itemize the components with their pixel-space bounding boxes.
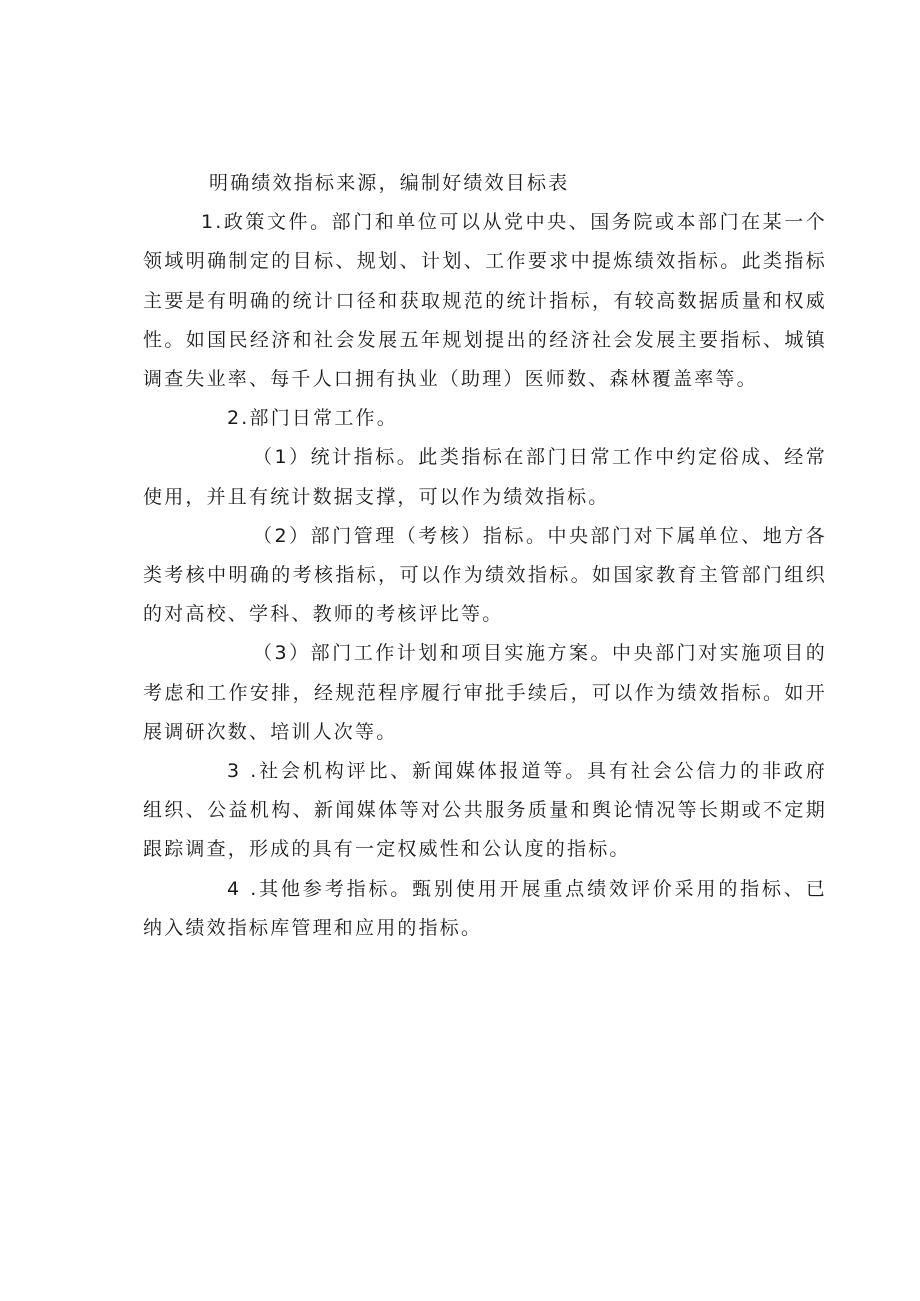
paragraph-management-indicators: （2）部门管理（考核）指标。中央部门对下属单位、地方各类考核中明确的考核指标，可以作为绩效指标。如国家教育主管部门组织的对高校、学科、教师的考核评比等。 — [143, 524, 827, 626]
document-body — [143, 164, 827, 948]
paragraph-social-evaluations: 3 .社会机构评比、新闻媒体报道等。具有社会公信力的非政府组织、公益机构、新闻媒体等对公共服务质量和舆论情况等长期或不定期跟踪调查，形成的具有一定权威性和公认度的指标。 — [143, 760, 827, 861]
paragraph-other-references: 4 .其他参考指标。甄别使用开展重点绩效评价采用的指标、已纳入绩效指标库管理和应用的指标。 — [143, 877, 827, 939]
paragraph-work-plans: （3）部门工作计划和项目实施方案。中央部门对实施项目的考虑和工作安排，经规范程序履行审批手续后，可以作为绩效指标。如开展调研次数、培训人次等。 — [143, 642, 827, 743]
paragraph-daily-work: 2.部门日常工作。 — [227, 407, 398, 430]
section-heading: 明确绩效指标来源，编制好绩效目标表 — [209, 172, 570, 194]
paragraph-policy-documents: 1.政策文件。部门和单位可以从党中央、国务院或本部门在某一个领域明确制定的目标、规划、计划、工作要求中提炼绩效指标。此类指标主要是有明确的统计口径和获取规范的统计指标，有较高数据质量和权威性。如国民经济和社会发展五年规划提出的经济社会发展主要指标、城镇调查失业率、每千人口拥有执业（助理）医师数、森林覆盖率等。 — [143, 211, 827, 391]
paragraph-statistical-indicators: （1）统计指标。此类指标在部门日常工作中约定俗成、经常使用，并且有统计数据支撑，可以作为绩效指标。 — [143, 446, 827, 508]
